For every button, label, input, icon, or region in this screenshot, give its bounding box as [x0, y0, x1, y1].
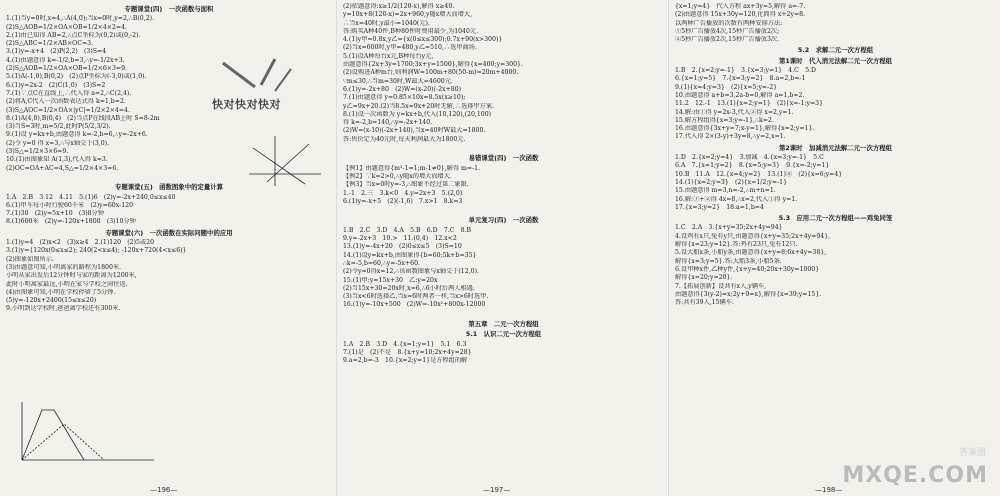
- answer-line: 解得{x=23;y=12}.答:鸡有23只,兔有12只.: [675, 241, 798, 249]
- answer-line: (3)当S=3时,m=5/2,此时P(5/2,3/2).: [6, 123, 111, 131]
- answer-line: y=10x+8(120-x)=2x+960,y随x增大而增大,: [343, 11, 473, 19]
- answer-line: 专题课堂(六) 一次函数在实际问题中的应用: [105, 228, 233, 237]
- answer-line: 1.(1)当y=0时,x=4,∴A(4,0);当x=0时,y=2,∴B(0,2).: [6, 15, 155, 23]
- stamp-text: 快对快对快对: [212, 98, 281, 111]
- answer-line: 1.-1 2.三 3.k<0 4.y=2x+3 5.(2,0): [343, 189, 463, 197]
- answer-line: (2)OC=OA+AC=4,S△=1/2×4×3=6.: [6, 164, 119, 172]
- answer-line: 6.(1)y=-x+5 (2)(-1,6) 7.x>1 8.k=3: [343, 197, 463, 205]
- answer-line: 5.(1)A(-1,0),B(0,2) (2)点P坐标为(-3,0)或(1,0).: [6, 73, 147, 81]
- answer-line: 6.A 7.{x=1;y=2} 8.{x=5;y=3} 9.{x=-2;y=1}: [675, 162, 830, 170]
- answer-line: [343, 144, 664, 152]
- answer-line: 16.(1)y=-10x+500 (2)W=-10x²+800x-12000: [343, 301, 486, 309]
- answer-line: (2)W=(x-10)(-2x+140),当x=40时W最大=1800.: [343, 127, 486, 135]
- answer-line: 【例1】由题意得{m²-1=1;m-1≠0},解得 m=-1.: [343, 164, 481, 172]
- answer-line: 5.2 求解二元一次方程组: [797, 46, 874, 55]
- answer-line: 5.设大船x条,小船y条,由题意得{x+y=8;6x+4y=38},: [675, 249, 827, 257]
- answer-line: (2)S△ABC=1/2×AB×OC=3.: [6, 40, 94, 48]
- answer-line: 4.设鸡有x只,兔有y只,由题意得{x+y=35;2x+4y=94},: [675, 232, 831, 240]
- answer-line: (2)令y=0得x=12,∴该函数图象与x轴交于(12,0).: [343, 268, 479, 276]
- answer-line: (2)由题意得 15x+30y=120,化简得 x+2y=8.: [675, 11, 806, 19]
- answer-line: ②5秒广告播放2次,15秒广告播放3次.: [675, 36, 780, 44]
- answer-line: 15.由题意得 m=3,n=-2,∴m+n=1.: [675, 187, 776, 195]
- answer-line: 5.3 应用二元一次方程组——鸡兔同笼: [778, 214, 893, 223]
- page-number: —196—: [150, 485, 178, 494]
- answer-line: 8.(1)设一次函数为 y=kx+b,代入(10,120),(20,100): [343, 110, 492, 118]
- answer-line: (2)图象如图所示.: [6, 255, 54, 263]
- answer-line: 7.(1)由题意得 y=0.85×10x=8.5x(x≥10);: [343, 94, 466, 102]
- answer-line: 8.(1)A(4,0),B(0,4) (2)当点P在线段AB上时 S=8-2m: [6, 114, 160, 122]
- answer-line: 6.(1)y=2x-2 (2)C(1,0) (3)S=2: [6, 81, 106, 89]
- answer-line: 10.(1)由图象知 A(1,3),代入得 k=3.: [6, 156, 108, 164]
- answer-line: 16.由题意得{3x+y=7;x-y=1},解得{x=2;y=1}.: [675, 125, 815, 133]
- answer-line: 解得{x=20;y=20}.: [675, 274, 733, 282]
- answer-line: 9.a=2,b=-3 10.{x=2;y=1}是方程组的解: [343, 357, 468, 365]
- answer-line: 4.(1)y甲=0.8x,y乙={x(0≤x≤300);0.7x+90(x>300)}: [343, 36, 503, 44]
- answer-line: (2)依题意得:x≥1/2(120-x),解得 x≥40.: [343, 3, 455, 10]
- answer-line: (5)y=-120x+2400(15≤x≤20): [6, 297, 97, 305]
- page-number: —197—: [483, 485, 511, 494]
- page-column-197: [336, 0, 668, 496]
- answer-line: 第1课时 代入消元法解二元一次方程组: [778, 56, 893, 65]
- answer-line: 10.B 11.A 12.{x=4;y=2} 13.(1)④ (2){x=6;y=4}: [675, 170, 843, 178]
- answer-line: 17.{x=3;y=2} 18.a=1,b=4: [675, 203, 764, 211]
- answer-line: 5.1 认识二元一次方程组: [465, 330, 542, 339]
- answer-line: 7.(1)∵点C在直线上,∴代入得 a=2,∴C(2,4).: [6, 89, 132, 97]
- answer-line: 答:共有39人,15辆车.: [675, 299, 734, 307]
- answer-line: (2)令 y=0 得 x=3,∴与x轴交于(3,0).: [6, 139, 110, 147]
- answer-line: {x=1;y=4} 代入方程 ax+3y=5,解得 a=-7.: [675, 3, 806, 10]
- answer-line: 由题意得{3(y-2)=x;2y+9=x},解得{x=39;y=15}.: [675, 290, 822, 298]
- answer-line: 1.B 2.C 3.D 4.A 5.B 6.D 7.C 8.B: [343, 226, 472, 234]
- function-graph: [8, 398, 158, 468]
- answer-line: 6.{x=1;y=5} 7.{x=3;y=2} 8.a=2,b=-1: [675, 75, 806, 83]
- answer-line: 16.解:①+②得 4x=8,∴x=2,代入①得 y=1.: [675, 195, 798, 203]
- answer-line: 1.C 2.A 3.{x+y=35;2x+4y=94}: [675, 224, 783, 232]
- answer-line: 专题课堂(五) 函数图象中的定量计算: [114, 183, 224, 192]
- page-number: —198—: [815, 485, 843, 494]
- answer-line: (3)S△=1/2×3×6=9.: [6, 148, 69, 156]
- answer-line: 6.(1)y=-2x+80 (2)W=(x-20)(-2x+80): [343, 85, 461, 93]
- answer-line: 9.(1)设 y=kx+b,由题意得 k=-2,b=6,∴y=-2x+6.: [6, 131, 148, 139]
- column-text: [675, 3, 996, 307]
- answer-line: 9.y=-2x+3 10.> 11.(0,4) 12.x<2: [343, 235, 457, 243]
- watermark-logo: MXQE.COM: [842, 463, 988, 488]
- answer-line: ∴当x=40时,y最小=1040(元).: [343, 19, 430, 27]
- column-text: [343, 3, 664, 365]
- answer-line: 【例2】∵k=2>0,∴y随x的增大而增大.: [343, 172, 452, 180]
- answer-line: [343, 206, 664, 214]
- answer-line: 14.(1){x=2;y=3} (2){x=1/2;y=-1}: [675, 178, 788, 186]
- answer-line: 此时小明离家最远,小明在家与学校之间往返.: [6, 280, 128, 288]
- answer-line: 第五章 二元一次方程组: [468, 319, 539, 328]
- answer-line: 14.(1)设y=kx+b,由图象得{b=60;5k+b=35}: [343, 251, 477, 259]
- answer-line: 答:购买A种40件,B种80件时费用最少,为1040元.: [343, 27, 479, 35]
- answer-line: 4.(1)由题意得 k=-1/2,b=3,∴y=-1/2x+3.: [6, 56, 125, 64]
- answer-line: (2)S△AOB=1/2×OA×OB=1/2×4×2=4.: [6, 23, 127, 31]
- answer-line: 6.(1)甲车每小时行驶60千米 (2)y=60x-120: [6, 201, 134, 209]
- coordinate-figure: [245, 134, 325, 190]
- answer-line: 以两种广告播放的次数有两种安排方法:: [675, 19, 783, 27]
- answer-line: 1.D 2.{x=2;y=4} 3.加减 4.{x=3;y=-1} 5.C: [675, 154, 824, 162]
- answer-line: ∴k=-5,b=60,∴y=-5x+60.: [343, 259, 421, 267]
- answer-line: (3)S△AOC=1/2×OA×|yC|=1/2×2×4=4.: [6, 106, 130, 114]
- answer-line: 由题意得{2x+3y=1700;3x+y=1500},解得{x=400;y=300}.: [343, 61, 523, 69]
- answer-line: ∵m≤30,∴当m=30时,W最大=4600元.: [343, 77, 453, 85]
- answer-line: (2)将A,C代入一次函数表达式得 k=1,b=2.: [6, 98, 126, 106]
- answer-line: 6.设甲种x件,乙种y件,{x+y=40;20x+30y=1000}: [675, 265, 820, 273]
- answer-line: 单元复习(四) 一次函数: [468, 216, 539, 225]
- answer-line: 8.(1)600米 (2)y=-120x+1800 (3)10分钟: [6, 218, 136, 226]
- answer-line: 第2课时 加减消元法解二元一次方程组: [778, 143, 893, 152]
- answer-line: 11.2 12.-1 13.(1){x=2;y=1} (2){x=-1;y=3}: [675, 100, 824, 108]
- answer-line: 7.【拓展创新】设共有x人,y辆车,: [675, 282, 767, 290]
- answer-line: 14.解:由①得 y=2x-3,代入②得 x=2,y=1.: [675, 108, 794, 116]
- answer-line: (2)当15x+30=20x时,x=6,∴6小时后两人相遇.: [343, 284, 475, 292]
- answer-line: 1.(1)y=4 (2)x<2 (3)x≥4 2.(1)120 (2)5或20: [6, 239, 155, 247]
- answer-line: (2)S△AOB=1/2×OA×OB=1/2×6×3=9.: [6, 65, 127, 73]
- answer-line: 3.(1)y={120x(0≤x≤2); 240(2<x≤4); -120x+720(4<x≤6)}: [6, 247, 187, 255]
- answer-line: 专题课堂(四) 一次函数与面积: [124, 5, 214, 13]
- answer-line: (4)由图象可知,小明在学校停留了5分钟.: [6, 288, 116, 296]
- watermark-subtext: 答案圈: [958, 448, 986, 458]
- answer-line: 10.由题意得 a+b=3,2a-b=0,解得 a=1,b=2.: [675, 91, 805, 99]
- answer-line: 15.(1)甲:y=15x+30 乙:y=20x: [343, 276, 438, 284]
- answer-line: (2)设购进A种m台,则利润W=100m+80(50-m)=20m+4000.: [343, 69, 519, 77]
- answer-line: 13.(1)y=-4x+20 (2)0≤x≤5 (3)S=10: [343, 243, 462, 251]
- answer-line: 9.(1){x=4;y=3} (2){x=5;y=-2}: [675, 83, 778, 91]
- answer-line: 答:售价定为40元时,每天利润最大为1800元.: [343, 135, 466, 143]
- answer-line: 15.解方程组得{x=3;y=-1},∴k=2.: [675, 116, 774, 124]
- answer-line: y乙=9x+20.(2)当8.5x=9x+20时无解,∴选择甲方案.: [343, 102, 494, 110]
- answer-line: 得 k=-2,b=140,∴y=-2x+140.: [343, 119, 433, 127]
- stamp-graphic: [215, 55, 325, 125]
- answer-line: (3)当x<6时选择乙,当x=6时两者一样,当x>6时选甲.: [343, 293, 489, 301]
- answer-line: 9.小明到达学校时,爸爸离学校还有300米.: [6, 305, 121, 313]
- answer-line: 7.(1)30 (2)y=5x+10 (3)8分钟: [6, 210, 104, 218]
- answer-line: 小明从家出发后12分钟时与家的距离为1200米,: [6, 272, 137, 280]
- page-column-198: [668, 0, 1000, 496]
- answer-line: ①5秒广告播放4次,15秒广告播放2次;: [675, 27, 780, 35]
- answer-line: [343, 310, 664, 318]
- answer-line: 1.A 2.B 3.D 4.{x=1;y=1} 5.1 6.3: [343, 340, 467, 348]
- answer-line: (3)由题意可知,小明离家的路程为1800米.: [6, 263, 122, 271]
- answer-line: (2)当x=600时,y甲=480,y乙=510,∴选甲商场.: [343, 44, 477, 52]
- answer-line: 17.代入得 2×(3-y)+3y=8,∴y=2,x=1.: [675, 133, 786, 141]
- answer-line: 5.(1)设A种每台x元,B种每台y元,: [343, 52, 434, 60]
- answer-line: 7.(1)是 (2)不是 8.{x+y=10;2x+4y=28}: [343, 348, 472, 356]
- answer-line: 2.(1)由已知得 AB=2,∴点C坐标为(0,2)或(0,-2).: [6, 31, 141, 39]
- answer-line: 1.A 2.B 3.12 4.11 5.(1)6 (2)y=-2x+240,0≤x≤40: [6, 193, 176, 201]
- answer-line: 3.(1)y=-x+4 (2)P(2,2) (3)S=4: [6, 48, 107, 56]
- answer-line: 解得{x=3;y=5}.答:大船3条,小船5条.: [675, 257, 782, 265]
- answer-line: 易错课堂(四) 一次函数: [468, 154, 539, 163]
- answer-line: 【例3】当x=0时y=-3,∴图象不经过第二象限.: [343, 181, 469, 189]
- answer-line: 1.B 2.{x=2;y=-1} 3.{x=3;y=1} 4.C 5.D: [675, 67, 816, 75]
